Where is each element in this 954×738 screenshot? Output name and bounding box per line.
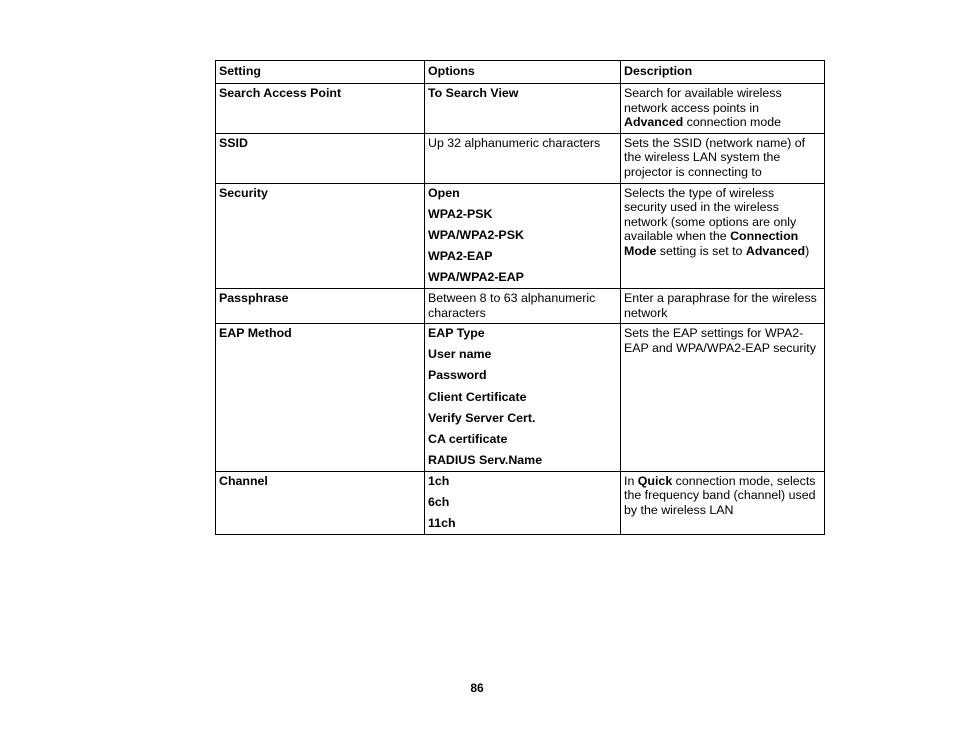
description-text: Enter a paraphrase for the wireless network [624,290,817,320]
page-number: 86 [470,681,484,695]
description-text: Selects the type of wireless security used in the wireless network (some options are only available when the [624,185,797,244]
description-text: ) [805,243,810,258]
option-item: 1ch [428,473,450,488]
table-row [216,84,825,134]
description-cell [621,324,825,472]
options-cell [425,471,621,534]
option-item: To Search View [428,86,519,100]
description-cell [621,183,825,288]
table-header-row [216,61,825,84]
table-row [216,288,825,323]
description-emphasis: Advanced [624,115,684,130]
options-cell [425,324,621,472]
option-item: User name [428,347,492,362]
options-cell: Up 32 alphanumeric characters [425,133,621,183]
description-cell [621,133,825,183]
option-item: Verify Server Cert. [428,410,536,425]
option-item: CA certificate [428,432,508,447]
column-header-options: Options [425,61,621,84]
setting-cell: EAP Method [216,324,425,472]
description-text: Sets the SSID (network name) of the wireless LAN system the projector is connecting to [624,135,806,179]
option-item: WPA/WPA2-PSK [428,227,524,242]
description-text: connection mode [683,115,782,130]
description-text: setting is set to [656,243,746,258]
description-text: connection mode, selects the frequency band (channel) used by the wireless LAN [624,473,816,517]
options-cell: Between 8 to 63 alphanumeric characters [425,288,621,323]
option-item: WPA2-PSK [428,206,493,221]
description-emphasis: Connection Mode [624,229,799,258]
option-item: Open [428,185,460,200]
setting-cell: SSID [216,133,425,183]
option-item: 6ch [428,495,450,509]
description-cell [621,471,825,534]
setting-cell: Search Access Point [216,84,425,134]
description-cell [621,84,825,134]
table-row [216,324,825,472]
description-emphasis: Quick [637,473,673,488]
column-header-setting: Setting [216,61,425,84]
setting-cell: Channel [216,471,425,534]
option-item: 11ch [428,516,456,531]
setting-cell: Security [216,183,425,288]
option-item: RADIUS Serv.Name [428,453,543,468]
options-cell [425,183,621,288]
description-text: Search for available wireless network access points in [624,86,782,115]
table-row [216,183,825,288]
description-text: Sets the EAP settings for WPA2-EAP and WPA/WPA2-EAP security [624,326,816,355]
option-item: Password [428,368,487,383]
table-row [216,471,825,534]
settings-table [215,60,825,535]
description-text: In [624,473,638,488]
option-item: WPA2-EAP [428,249,493,264]
description-emphasis: Advanced [745,243,806,258]
column-header-description: Description [621,61,825,84]
option-item: WPA/WPA2-EAP [428,270,524,285]
options-cell [425,84,621,134]
description-cell [621,288,825,323]
option-item: Client Certificate [428,389,527,404]
option-item: EAP Type [428,326,485,341]
setting-cell: Passphrase [216,288,425,323]
table-row [216,133,825,183]
